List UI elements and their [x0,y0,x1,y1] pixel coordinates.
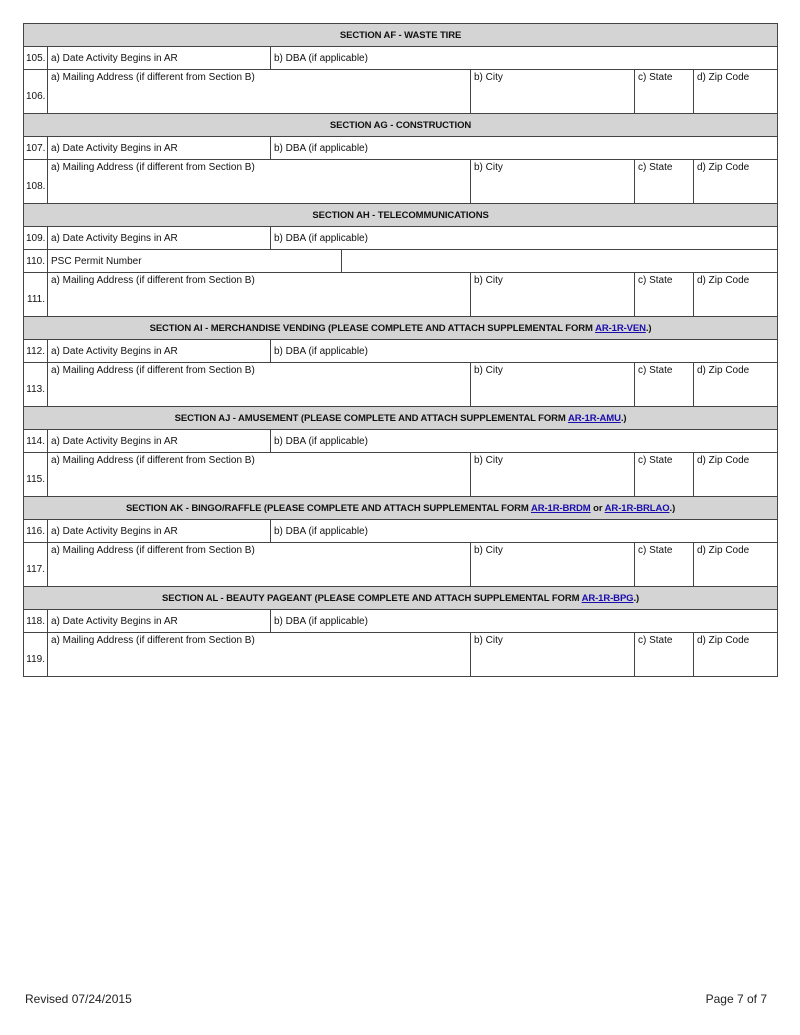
revision-date: Revised 07/24/2015 [25,992,132,1006]
section-header [24,587,778,610]
section-header-row [24,317,778,340]
mailing-address-field[interactable]: a) Mailing Address (if different from Section B) [48,453,471,497]
section-header [24,24,778,47]
line-number: 111. [24,273,48,317]
psc-permit-number-field[interactable] [342,250,778,273]
section-title: SECTION AJ - AMUSEMENT (PLEASE COMPLETE AND ATTACH SUPPLEMENTAL FORM [174,412,568,424]
state-field[interactable]: c) State [635,70,694,114]
date-activity-begins-field[interactable]: a) Date Activity Begins in AR [48,137,271,160]
date-activity-begins-field[interactable]: a) Date Activity Begins in AR [48,340,271,363]
mailing-address-field[interactable]: a) Mailing Address (if different from Section B) [48,273,471,317]
line-number: 117. [24,543,48,587]
state-field[interactable]: c) State [635,363,694,407]
city-field[interactable]: b) City [471,543,635,587]
line-number: 105. [24,47,48,70]
section-title-suffix: .) [633,592,640,604]
section-title: SECTION AI - MERCHANDISE VENDING (PLEASE COMPLETE AND ATTACH SUPPLEMENTAL FORM [149,322,596,334]
form-row-address [24,453,778,497]
line-number: 116. [24,520,48,543]
line-number: 110. [24,250,48,273]
line-number: 112. [24,340,48,363]
section-title-suffix: .) [669,502,676,514]
section-title: SECTION AK - BINGO/RAFFLE (PLEASE COMPLETE AND ATTACH SUPPLEMENTAL FORM [125,502,531,514]
registration-form-table [23,23,778,677]
line-number: 113. [24,363,48,407]
dba-field[interactable]: b) DBA (if applicable) [271,227,778,250]
date-activity-begins-field[interactable]: a) Date Activity Begins in AR [48,610,271,633]
mailing-address-field[interactable]: a) Mailing Address (if different from Section B) [48,160,471,204]
mailing-address-field[interactable]: a) Mailing Address (if different from Section B) [48,70,471,114]
city-field[interactable]: b) City [471,363,635,407]
zip-code-field[interactable]: d) Zip Code [694,70,778,114]
supplemental-form-link[interactable]: AR-1R-AMU [567,412,621,424]
form-row-address [24,160,778,204]
form-row-address [24,70,778,114]
supplemental-form-link[interactable]: AR-1R-BPG [581,592,634,604]
page-number: Page 7 of 7 [705,992,767,1006]
link-joiner: or [590,502,605,514]
city-field[interactable]: b) City [471,633,635,677]
section-header-row [24,587,778,610]
date-activity-begins-field[interactable]: a) Date Activity Begins in AR [48,227,271,250]
form-row-address [24,273,778,317]
dba-field[interactable]: b) DBA (if applicable) [271,340,778,363]
form-row-date-dba [24,137,778,160]
dba-field[interactable]: b) DBA (if applicable) [271,137,778,160]
line-number: 118. [24,610,48,633]
state-field[interactable]: c) State [635,160,694,204]
form-row-date-dba [24,340,778,363]
dba-field[interactable]: b) DBA (if applicable) [271,610,778,633]
line-number: 108. [24,160,48,204]
form-row-date-dba [24,610,778,633]
line-number: 119. [24,633,48,677]
supplemental-form-link[interactable]: AR-1R-VEN [595,322,646,334]
state-field[interactable]: c) State [635,453,694,497]
zip-code-field[interactable]: d) Zip Code [694,363,778,407]
section-header-row [24,497,778,520]
supplemental-form-link[interactable]: AR-1R-BRLAO [604,502,670,514]
line-number: 107. [24,137,48,160]
zip-code-field[interactable]: d) Zip Code [694,453,778,497]
form-row-date-dba [24,430,778,453]
state-field[interactable]: c) State [635,543,694,587]
section-header [24,497,778,520]
dba-field[interactable]: b) DBA (if applicable) [271,520,778,543]
supplemental-form-link[interactable]: AR-1R-BRDM [530,502,591,514]
city-field[interactable]: b) City [471,160,635,204]
zip-code-field[interactable]: d) Zip Code [694,543,778,587]
form-row-address [24,543,778,587]
form-row-permit [24,250,778,273]
psc-permit-label: PSC Permit Number [48,250,342,273]
section-title: SECTION AF - WASTE TIRE [339,29,462,41]
mailing-address-field[interactable]: a) Mailing Address (if different from Section B) [48,633,471,677]
date-activity-begins-field[interactable]: a) Date Activity Begins in AR [48,520,271,543]
date-activity-begins-field[interactable]: a) Date Activity Begins in AR [48,430,271,453]
section-title: SECTION AL - BEAUTY PAGEANT (PLEASE COMPLETE AND ATTACH SUPPLEMENTAL FORM [162,592,582,604]
city-field[interactable]: b) City [471,453,635,497]
state-field[interactable]: c) State [635,273,694,317]
section-title-suffix: .) [620,412,627,424]
section-header-row [24,204,778,227]
line-number: 114. [24,430,48,453]
mailing-address-field[interactable]: a) Mailing Address (if different from Section B) [48,363,471,407]
form-row-date-dba [24,227,778,250]
form-row-address [24,633,778,677]
state-field[interactable]: c) State [635,633,694,677]
mailing-address-field[interactable]: a) Mailing Address (if different from Section B) [48,543,471,587]
section-header-row [24,407,778,430]
zip-code-field[interactable]: d) Zip Code [694,633,778,677]
city-field[interactable]: b) City [471,273,635,317]
city-field[interactable]: b) City [471,70,635,114]
section-header [24,114,778,137]
line-number: 106. [24,70,48,114]
line-number: 109. [24,227,48,250]
section-title: SECTION AH - TELECOMMUNICATIONS [312,209,489,221]
section-title-suffix: .) [645,322,652,334]
section-header-row [24,24,778,47]
dba-field[interactable]: b) DBA (if applicable) [271,430,778,453]
section-header-row [24,114,778,137]
section-header [24,317,778,340]
line-number: 115. [24,453,48,497]
section-title: SECTION AG - CONSTRUCTION [329,119,472,131]
form-row-address [24,363,778,407]
dba-field[interactable]: b) DBA (if applicable) [271,47,778,70]
form-row-date-dba [24,520,778,543]
zip-code-field[interactable]: d) Zip Code [694,273,778,317]
date-activity-begins-field[interactable]: a) Date Activity Begins in AR [48,47,271,70]
form-row-date-dba [24,47,778,70]
zip-code-field[interactable]: d) Zip Code [694,160,778,204]
section-header [24,407,778,430]
section-header [24,204,778,227]
